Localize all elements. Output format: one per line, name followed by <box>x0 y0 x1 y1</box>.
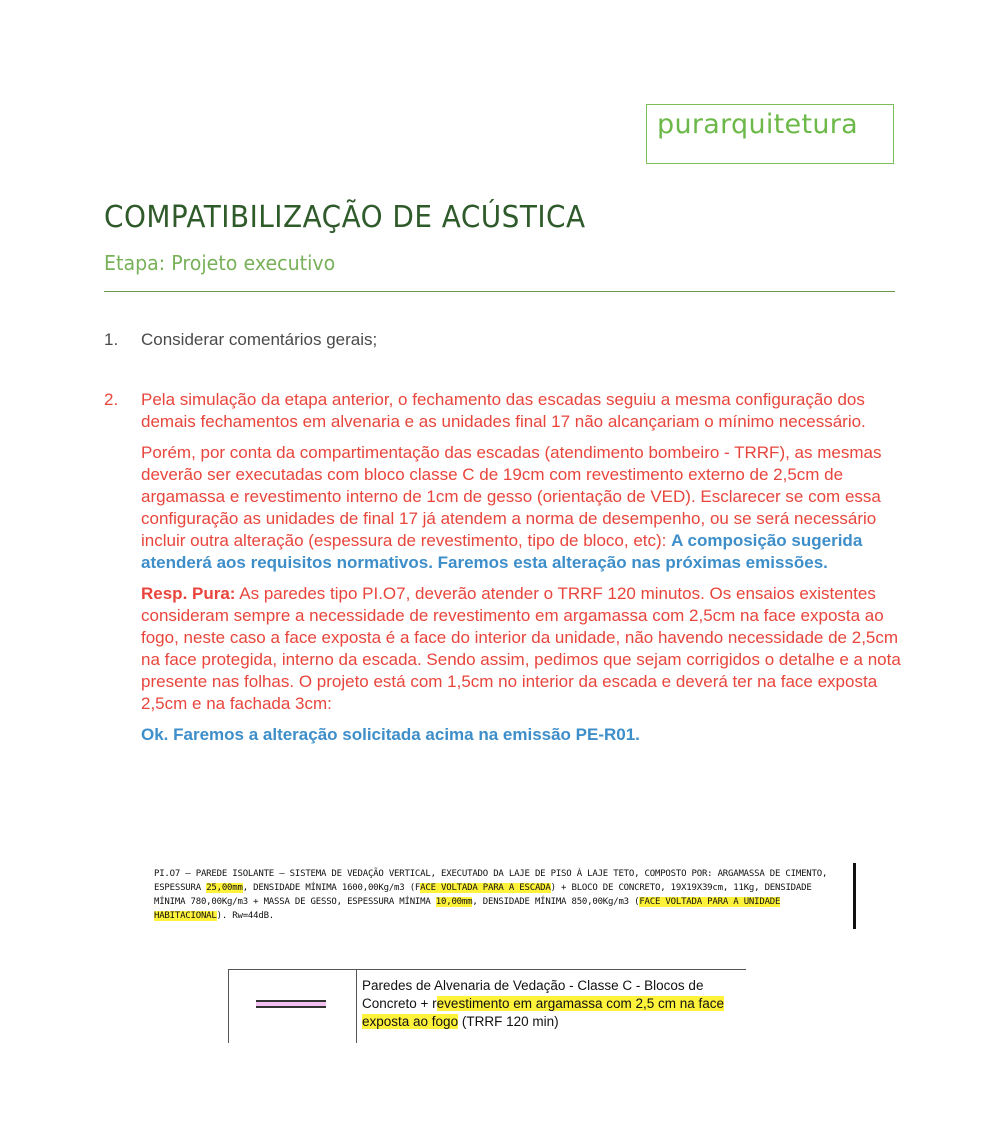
legend-plain: (TRRF 120 min) <box>458 1014 559 1029</box>
legend-border <box>228 969 746 970</box>
response-text: As paredes tipo PI.O7, deverão atender o TRRF 120 minutos. Os ensaios existentes consideram sempre a necessidade de revestimento em argamassa com 2,5cm na face exposta ao fogo, neste caso a face exposta é a face do interior da unidade, não havendo necessidade de 2,5cm na face protegida, interno da escada. Sendo assim, pedimos que sejam corrigidos o detalhe e a nota presente nas folhas. O projeto está com 1,5cm no interior da escada e deverá ter na face exposta 2,5cm e na fachada 3cm: <box>141 584 901 713</box>
comment-text: Porém, por conta da compartimentação das escadas (atendimento bombeiro - TRRF), as mesmas deverão ser executadas com bloco classe C de 19cm com revestimento externo de 2,5cm de argamassa e revestimento interno de 1cm de gesso (orientação de VED). Esclarecer se com essa configuração as unidades de final 17 já atendem a norma de desempenho, ou se será necessário incluir outra alteração (espessura de revestimento, tipo de bloco, etc): <box>141 443 882 550</box>
legend-text <box>362 977 742 1031</box>
wall-hatch-symbol <box>256 1000 326 1008</box>
comment-paragraph-2 <box>141 442 901 574</box>
legend-border <box>228 969 229 1043</box>
note-text: , DENSIDADE MÍNIMA 850,00Kg/m3 ( <box>472 897 640 907</box>
reply-final: Ok. Faremos a alteração solicitada acima na emissão PE-R01. <box>141 725 640 744</box>
item-number: 1. <box>104 330 119 349</box>
item-text: Considerar comentários gerais; <box>141 330 378 349</box>
note-text: , DENSIDADE MÍNIMA 1600,00Kg/m3 (F <box>242 883 421 893</box>
reply-text: A composição sugerida atenderá aos requisitos normativos. Faremos esta alteração nas próximas emissões. <box>141 531 863 572</box>
pura-response <box>141 583 901 715</box>
comment-paragraph: Pela simulação da etapa anterior, o fechamento das escadas seguiu a mesma configuração dos demais fechamentos em alvenaria e as unidades final 17 não alcançariam o mínimo necessário. <box>141 390 866 431</box>
logo-text: purarquitetura <box>657 109 859 140</box>
note-text: PI.O7 – PAREDE ISOLANTE – SISTEMA DE VEDAÇÃO VERTICAL, EXECUTADO DA LAJE DE PISO À LAJE TETO, COMPOSTO POR: ARGAMASSA DE CIMENTO, ESPESSURA <box>154 869 828 893</box>
wall-legend <box>228 969 746 1043</box>
response-label: Resp. Pura: <box>141 584 236 603</box>
legend-border <box>356 969 357 1043</box>
title-divider <box>104 291 895 292</box>
note-text: ) + BLOCO DE CONCRETO, 19X19X39cm, 11Kg, DENSIDADE MÍNIMA 780,00Kg/m3 + MASSA DE GESSO, ESPESSURA MÍNIMA <box>154 883 812 907</box>
legend-plain: Paredes de Alvenaria de Vedação - Classe C - Blocos de Concreto + r <box>362 978 704 1011</box>
page-title: COMPATIBILIZAÇÃO DE ACÚSTICA <box>104 200 586 235</box>
wall-detail-note <box>148 863 856 929</box>
list-item-1 <box>104 329 904 353</box>
item-number: 2. <box>104 390 119 409</box>
list-item-2 <box>104 389 904 809</box>
note-highlight: 25,00mm <box>206 883 243 893</box>
page-subtitle: Etapa: Projeto executivo <box>104 251 336 275</box>
note-highlight: 10,00mm <box>435 897 473 907</box>
note-highlight: FACE VOLTADA PARA A UNIDADE HABITACIONAL <box>154 897 781 921</box>
note-highlight: ACE VOLTADA PARA A ESCADA <box>420 883 551 893</box>
logo-box <box>646 104 894 164</box>
legend-highlight: evestimento em argamassa com 2,5 cm na face exposta ao fogo <box>362 996 725 1029</box>
note-text: ). Rw=44dB. <box>216 911 275 921</box>
